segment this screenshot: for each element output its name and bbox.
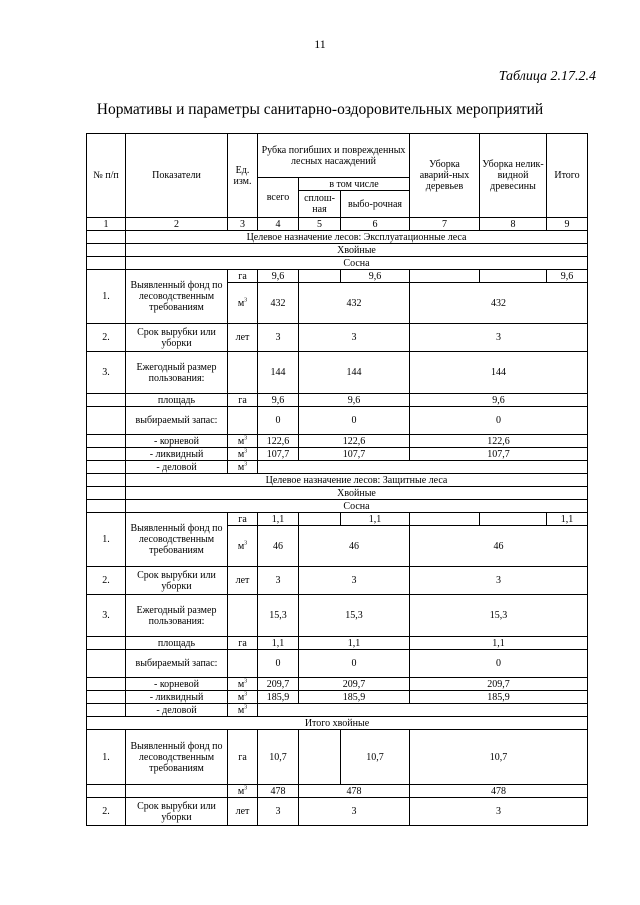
value-cell: 1,1 [341, 513, 410, 526]
unit-cell: $м^3$ [228, 704, 258, 717]
value-cell: 478 [258, 785, 299, 798]
indicator-label: Ежегодный размер пользования: [126, 352, 228, 394]
value-cell: 185,9 [258, 691, 299, 704]
row-number: 1. [87, 513, 126, 567]
value-cell [480, 270, 547, 283]
col-number: 6 [341, 218, 410, 231]
row-number [87, 691, 126, 704]
unit-cell: $м^3$ [228, 461, 258, 474]
value-cell: 3 [299, 798, 410, 826]
group-heading: Хвойные [126, 244, 588, 257]
header-total-all: всего [258, 178, 299, 218]
col-number: 5 [299, 218, 341, 231]
indicator-label: Срок вырубки или уборки [126, 798, 228, 826]
value-cell: 1,1 [410, 637, 588, 650]
value-cell: 9,6 [341, 270, 410, 283]
value-cell: 9,6 [547, 270, 588, 283]
table-row [87, 785, 588, 798]
value-cell: 122,6 [258, 435, 299, 448]
value-cell: 144 [299, 352, 410, 394]
value-cell: 478 [410, 785, 588, 798]
row-number [87, 704, 126, 717]
value-cell: 478 [299, 785, 410, 798]
header-emergency: Уборка аварий-ных деревьев [410, 134, 480, 218]
table-row [87, 461, 588, 474]
unit-cell: $м^3$ [228, 691, 258, 704]
table-row [87, 394, 588, 407]
row-number [87, 461, 126, 474]
unit-cell: $м^3$ [228, 435, 258, 448]
value-cell: 3 [258, 798, 299, 826]
value-cell: 122,6 [410, 435, 588, 448]
table-row [87, 352, 588, 394]
value-cell: 209,7 [410, 678, 588, 691]
value-cell: 9,6 [258, 394, 299, 407]
row-number: 3. [87, 595, 126, 637]
value-cell [258, 461, 588, 474]
col-number: 9 [547, 218, 588, 231]
value-cell: 1,1 [299, 637, 410, 650]
header-num: № п/п [87, 134, 126, 218]
unit-cell: $м^3$ [228, 526, 258, 567]
value-cell: 432 [299, 283, 410, 324]
col-number: 3 [228, 218, 258, 231]
value-cell: 3 [299, 324, 410, 352]
value-cell: 1,1 [258, 513, 299, 526]
header-selective: выбо-рочная [341, 191, 410, 218]
unit-cell: га [228, 730, 258, 785]
header-clear: сплош-ная [299, 191, 341, 218]
indicator-label: - ликвидный [126, 448, 228, 461]
table-label: Таблица 2.17.2.4 [498, 69, 596, 84]
norms-table [86, 133, 588, 826]
value-cell: 3 [410, 798, 588, 826]
value-cell: 9,6 [410, 394, 588, 407]
row-number: 3. [87, 352, 126, 394]
value-cell: 3 [258, 324, 299, 352]
indicator-label: Ежегодный размер пользования: [126, 595, 228, 637]
value-cell: 144 [258, 352, 299, 394]
unit-cell: $м^3$ [228, 283, 258, 324]
value-cell [299, 270, 341, 283]
value-cell: 209,7 [299, 678, 410, 691]
value-cell: 144 [410, 352, 588, 394]
value-cell: 9,6 [258, 270, 299, 283]
table-row [87, 567, 588, 595]
document-title: Нормативы и параметры санитарно-оздоровительных мероприятий [96, 101, 544, 118]
value-cell [299, 730, 341, 785]
value-cell: 107,7 [258, 448, 299, 461]
value-cell: 209,7 [258, 678, 299, 691]
table-row [87, 650, 588, 678]
value-cell: 10,7 [341, 730, 410, 785]
indicator-label: выбираемый запас: [126, 650, 228, 678]
indicator-label: - корневой [126, 435, 228, 448]
value-cell: 3 [299, 567, 410, 595]
table-row [87, 637, 588, 650]
col-number: 8 [480, 218, 547, 231]
header-incl: в том числе [299, 178, 410, 191]
value-cell: 46 [410, 526, 588, 567]
row-number: 2. [87, 567, 126, 595]
unit-cell: га [228, 513, 258, 526]
header-total: Итого [547, 134, 588, 218]
value-cell: 107,7 [299, 448, 410, 461]
row-number: 1. [87, 730, 126, 785]
col-number: 4 [258, 218, 299, 231]
unit-cell: га [228, 270, 258, 283]
value-cell: 3 [410, 324, 588, 352]
unit-cell [228, 595, 258, 637]
value-cell: 0 [299, 650, 410, 678]
indent-cell [87, 500, 126, 513]
value-cell: 432 [410, 283, 588, 324]
value-cell: 185,9 [410, 691, 588, 704]
unit-cell: $м^3$ [228, 448, 258, 461]
indicator-label: площадь [126, 637, 228, 650]
indicator-label: - деловой [126, 461, 228, 474]
unit-cell [228, 650, 258, 678]
row-number [87, 678, 126, 691]
purpose-heading: Целевое назначение лесов: Защитные леса [126, 474, 588, 487]
value-cell: 0 [299, 407, 410, 435]
value-cell: 432 [258, 283, 299, 324]
unit-cell: лет [228, 798, 258, 826]
indicator-label [126, 785, 228, 798]
unit-cell: га [228, 637, 258, 650]
header-unit: Ед. изм. [228, 134, 258, 218]
indicator-label: - деловой [126, 704, 228, 717]
value-cell: 15,3 [410, 595, 588, 637]
indicator-label: Срок вырубки или уборки [126, 567, 228, 595]
value-cell: 185,9 [299, 691, 410, 704]
species-heading: Сосна [126, 500, 588, 513]
unit-cell: $м^3$ [228, 785, 258, 798]
table-row [87, 595, 588, 637]
column-numbers-row [87, 218, 588, 231]
value-cell: 9,6 [299, 394, 410, 407]
table-row [87, 704, 588, 717]
unit-cell: га [228, 394, 258, 407]
value-cell [258, 704, 588, 717]
header-illiquid: Уборка нелик-видной древесины [480, 134, 547, 218]
value-cell: 122,6 [299, 435, 410, 448]
indicator-label: выбираемый запас: [126, 407, 228, 435]
indicator-label: - ликвидный [126, 691, 228, 704]
page-number: 11 [314, 37, 326, 51]
row-number: 2. [87, 798, 126, 826]
row-number [87, 785, 126, 798]
indent-cell [87, 474, 126, 487]
row-number [87, 448, 126, 461]
table-row [87, 678, 588, 691]
value-cell [480, 513, 547, 526]
header-indicators: Показатели [126, 134, 228, 218]
value-cell: 46 [299, 526, 410, 567]
row-number [87, 435, 126, 448]
value-cell: 15,3 [258, 595, 299, 637]
totals-heading: Итого хвойные [87, 717, 588, 730]
row-number: 1. [87, 270, 126, 324]
value-cell: 107,7 [410, 448, 588, 461]
indicator-label: площадь [126, 394, 228, 407]
col-number: 2 [126, 218, 228, 231]
table-row [87, 513, 588, 526]
value-cell: 3 [410, 567, 588, 595]
indicator-label: Выявленный фонд по лесоводственным требованиям [126, 513, 228, 567]
indicator-label: - корневой [126, 678, 228, 691]
purpose-heading: Целевое назначение лесов: Эксплуатационные леса [126, 231, 588, 244]
indent-cell [87, 244, 126, 257]
indent-cell [87, 257, 126, 270]
indicator-label: Срок вырубки или уборки [126, 324, 228, 352]
col-number: 1 [87, 218, 126, 231]
value-cell [410, 513, 480, 526]
unit-cell [228, 352, 258, 394]
unit-cell: $м^3$ [228, 678, 258, 691]
table-row [87, 407, 588, 435]
row-number [87, 407, 126, 435]
unit-cell [228, 407, 258, 435]
unit-cell: лет [228, 567, 258, 595]
table-row [87, 270, 588, 283]
indent-cell [87, 487, 126, 500]
value-cell: 15,3 [299, 595, 410, 637]
value-cell: 1,1 [547, 513, 588, 526]
value-cell: 10,7 [410, 730, 588, 785]
unit-cell: лет [228, 324, 258, 352]
table-row [87, 435, 588, 448]
row-number [87, 637, 126, 650]
species-heading: Сосна [126, 257, 588, 270]
indicator-label: Выявленный фонд по лесоводственным требованиям [126, 730, 228, 785]
row-number [87, 650, 126, 678]
row-number [87, 394, 126, 407]
col-number: 7 [410, 218, 480, 231]
value-cell [299, 513, 341, 526]
value-cell [410, 270, 480, 283]
row-number: 2. [87, 324, 126, 352]
value-cell: 1,1 [258, 637, 299, 650]
value-cell: 10,7 [258, 730, 299, 785]
indent-cell [87, 231, 126, 244]
table-row [87, 324, 588, 352]
value-cell: 3 [258, 567, 299, 595]
table-row [87, 730, 588, 785]
table-row [87, 448, 588, 461]
indicator-label: Выявленный фонд по лесоводственным требованиям [126, 270, 228, 324]
group-heading: Хвойные [126, 487, 588, 500]
value-cell: 0 [258, 650, 299, 678]
table-row [87, 691, 588, 704]
value-cell: 0 [410, 407, 588, 435]
table-row [87, 798, 588, 826]
header-felling: Рубка погибших и поврежденных лесных насаждений [258, 134, 410, 178]
value-cell: 0 [410, 650, 588, 678]
value-cell: 46 [258, 526, 299, 567]
value-cell: 0 [258, 407, 299, 435]
